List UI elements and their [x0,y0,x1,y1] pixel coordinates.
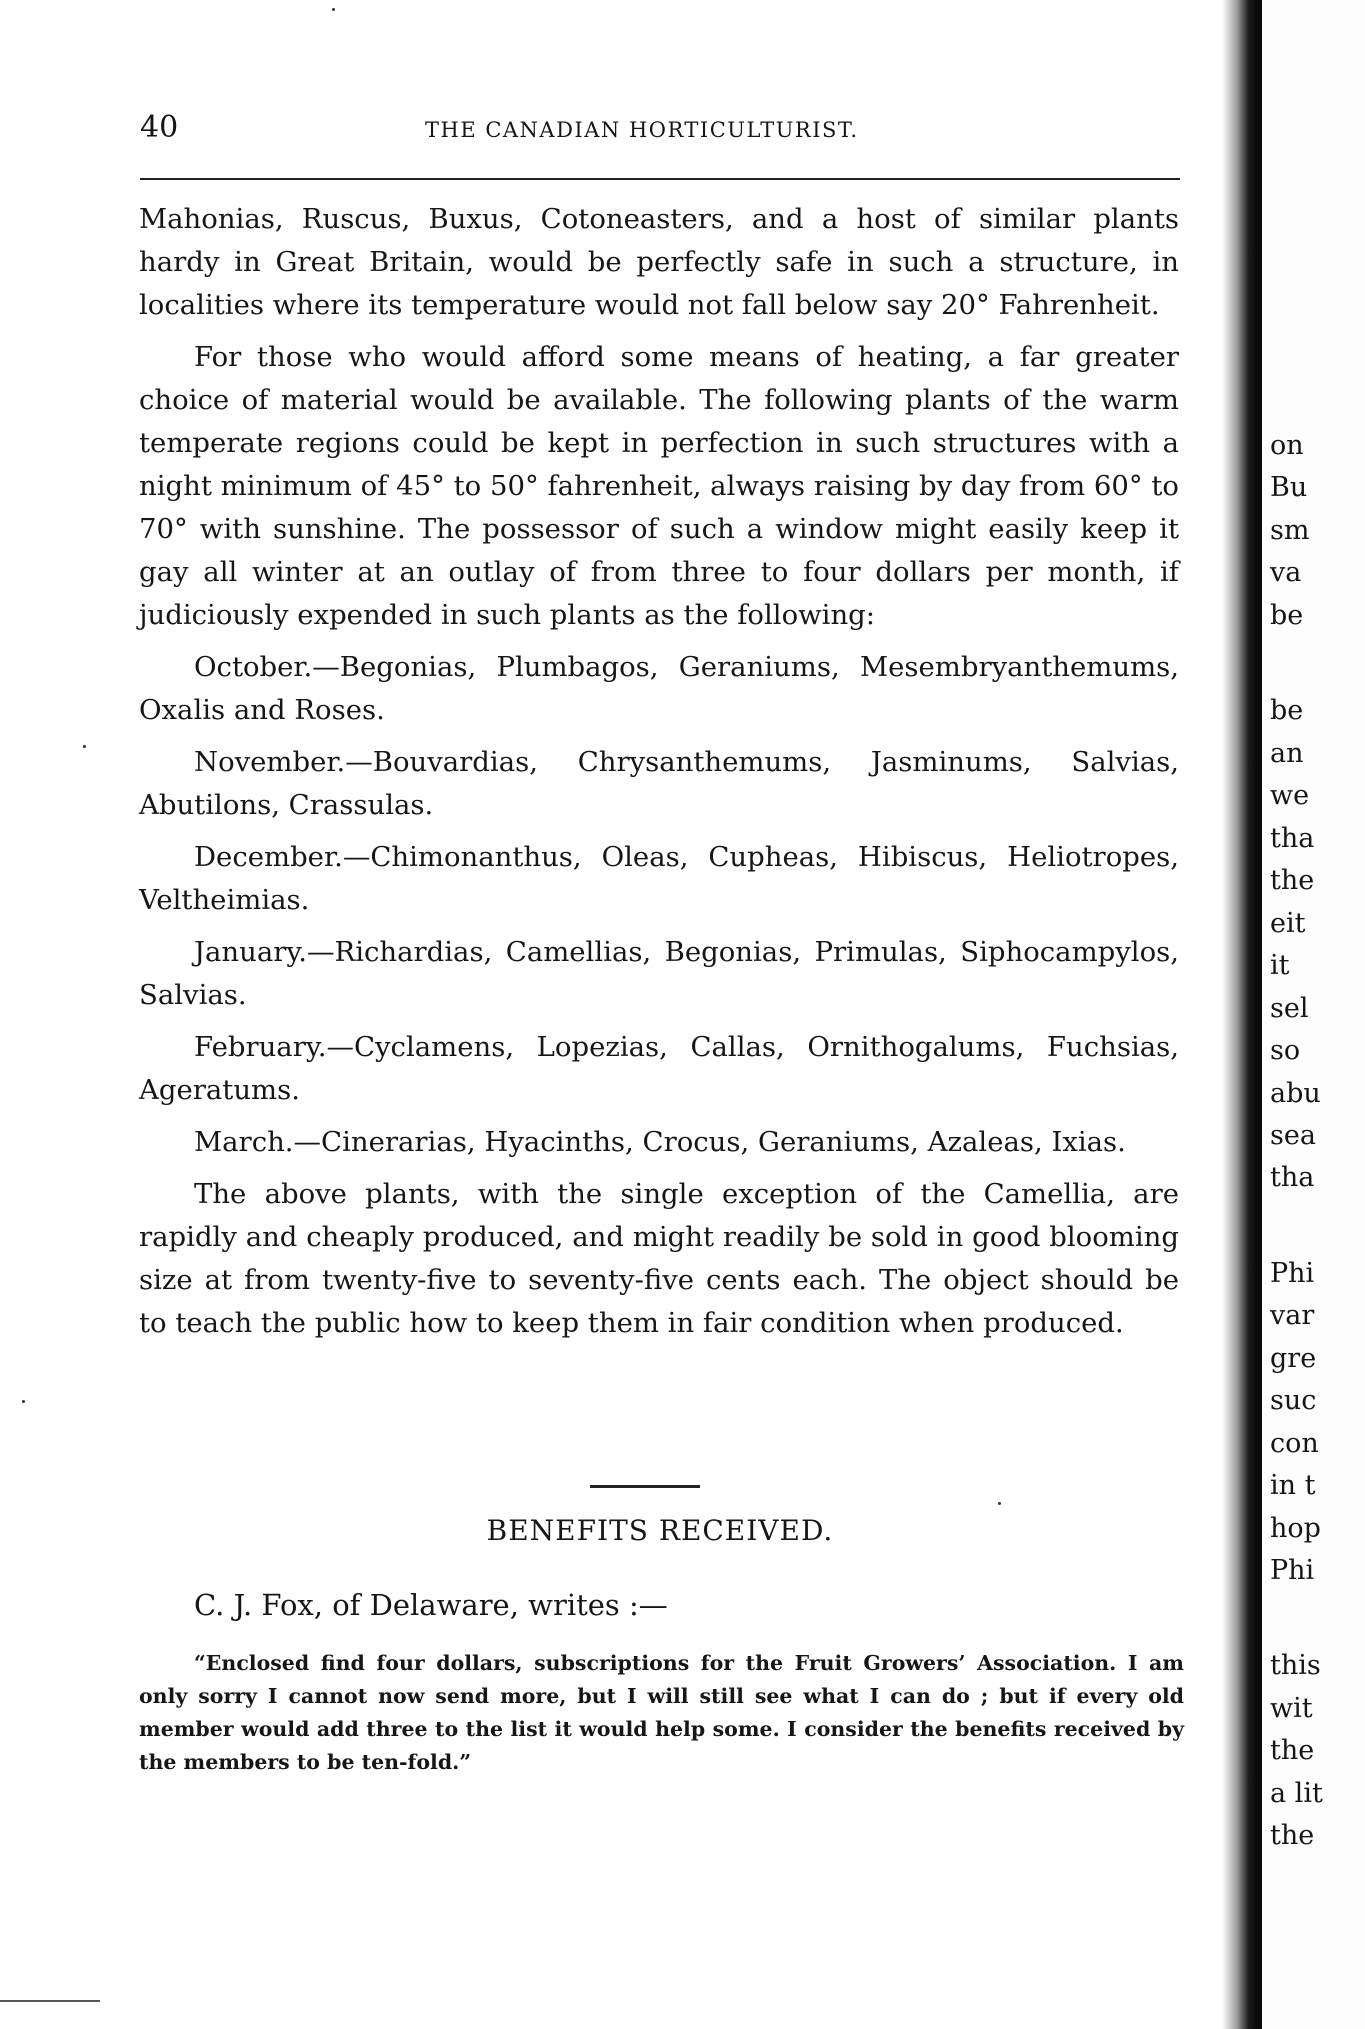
adjacent-page-fragment: sea [1270,1120,1316,1151]
adjacent-page-fragment: the [1270,865,1315,896]
page-number: 40 [140,110,179,145]
adjacent-page-fragment: eit [1270,908,1306,939]
scan-speck [22,1400,25,1403]
adjacent-page-fragment: hop [1270,1513,1321,1544]
adjacent-page-fragment: so [1270,1035,1301,1066]
paragraph-heating: For those who would afford some means of heating, a far greater choice of material would be available. The following plants of the warm temperate regions could be kept in perfection in such structures with a night minimum of 45° to 50° fahrenheit, always raising by day from 60° to 70° with sunshine. The possessor of such a window might easily keep it gay all winter at an outlay of from three to four dollars per month, if judiciously expended in such plants as the following: [139,341,1179,631]
section-byline: C. J. Fox, of Delaware, writes :— [194,1588,668,1622]
adjacent-page-fragment: va [1270,557,1302,588]
adjacent-page-fragment: Phi [1270,1258,1315,1289]
paragraph-january: January.—Richardias, Camellias, Begonias, Primulas, Siphocampylos, Salvias. [139,936,1179,1011]
paragraph-february: February.—Cyclamens, Lopezias, Callas, Ornithogalums, Fuchsias, Ageratums. [139,1031,1179,1106]
letter-quote-text: “Enclosed find four dollars, subscriptions for the Fruit Growers’ Association. I am only sorry I cannot now send more, but I will still see what I can do ; but if every old member would add three to the list it would help some. I consider the benefits received by the members to be ten-fold.” [139,1651,1184,1774]
adjacent-page-fragment: be [1270,695,1304,726]
binding-gutter [1222,0,1260,2029]
adjacent-page-fragment: on [1270,430,1304,461]
paragraph-march: March.—Cinerarias, Hyacinths, Crocus, Geraniums, Azaleas, Ixias. [194,1126,1126,1158]
section-divider [590,1485,700,1488]
adjacent-page-fragment: con [1270,1428,1319,1459]
adjacent-page-fragment: var [1270,1300,1315,1331]
adjacent-page-fragment: tha [1270,1162,1315,1193]
adjacent-page-fragment: sm [1270,515,1310,546]
adjacent-page-fragment: wit [1270,1693,1313,1724]
adjacent-page-fragment: Bu [1270,472,1308,503]
running-title: THE CANADIAN HORTICULTURIST. [425,118,859,142]
adjacent-page-fragment: the [1270,1735,1315,1766]
letter-quote [139,1647,1184,1779]
adjacent-page-fragment: be [1270,600,1304,631]
adjacent-page-fragment: abu [1270,1078,1321,1109]
adjacent-page-fragment: sel [1270,993,1309,1024]
scan-edge-line [0,2000,100,2002]
adjacent-page-fragment: an [1270,738,1304,769]
adjacent-page-fragment: gre [1270,1343,1317,1374]
adjacent-page-fragment: this [1270,1650,1321,1681]
paragraph-november: November.—Bouvardias, Chrysanthemums, Jasminums, Salvias, Abutilons, Crassulas. [139,746,1179,821]
adjacent-page-fragment: Phi [1270,1555,1315,1586]
section-title: BENEFITS RECEIVED. [486,1514,834,1547]
paragraph-conclusion: The above plants, with the single exception of the Camellia, are rapidly and cheaply produced, and might readily be sold in good blooming size at from twenty-five to seventy-five cents each. The object should be to teach the public how to keep them in fair condition when produced. [139,1178,1179,1339]
adjacent-page-edge [1262,0,1365,2029]
scan-speck [332,8,335,11]
adjacent-page-fragment: suc [1270,1385,1317,1416]
scan-speck [998,1502,1001,1505]
paragraph-continued: Mahonias, Ruscus, Buxus, Cotoneasters, and a host of similar plants hardy in Great Britain, would be perfectly safe in such a structure, in localities where its temperature would not fall below say 20° Fahrenheit. [139,203,1179,321]
paragraph-december: December.—Chimonanthus, Oleas, Cupheas, Hibiscus, Heliotropes, Veltheimias. [139,841,1179,916]
scan-speck [83,745,86,748]
adjacent-page-fragment: we [1270,780,1310,811]
adjacent-page-fragment: in t [1270,1470,1316,1501]
adjacent-page-fragment: the [1270,1820,1315,1851]
adjacent-page-fragment: a lit [1270,1778,1323,1809]
adjacent-page-fragment: tha [1270,823,1315,854]
header-rule [140,178,1180,180]
article-body [139,198,1179,1345]
adjacent-page-fragment: it [1270,950,1290,981]
paragraph-october: October.—Begonias, Plumbagos, Geraniums, Mesembryanthemums, Oxalis and Roses. [139,651,1179,726]
